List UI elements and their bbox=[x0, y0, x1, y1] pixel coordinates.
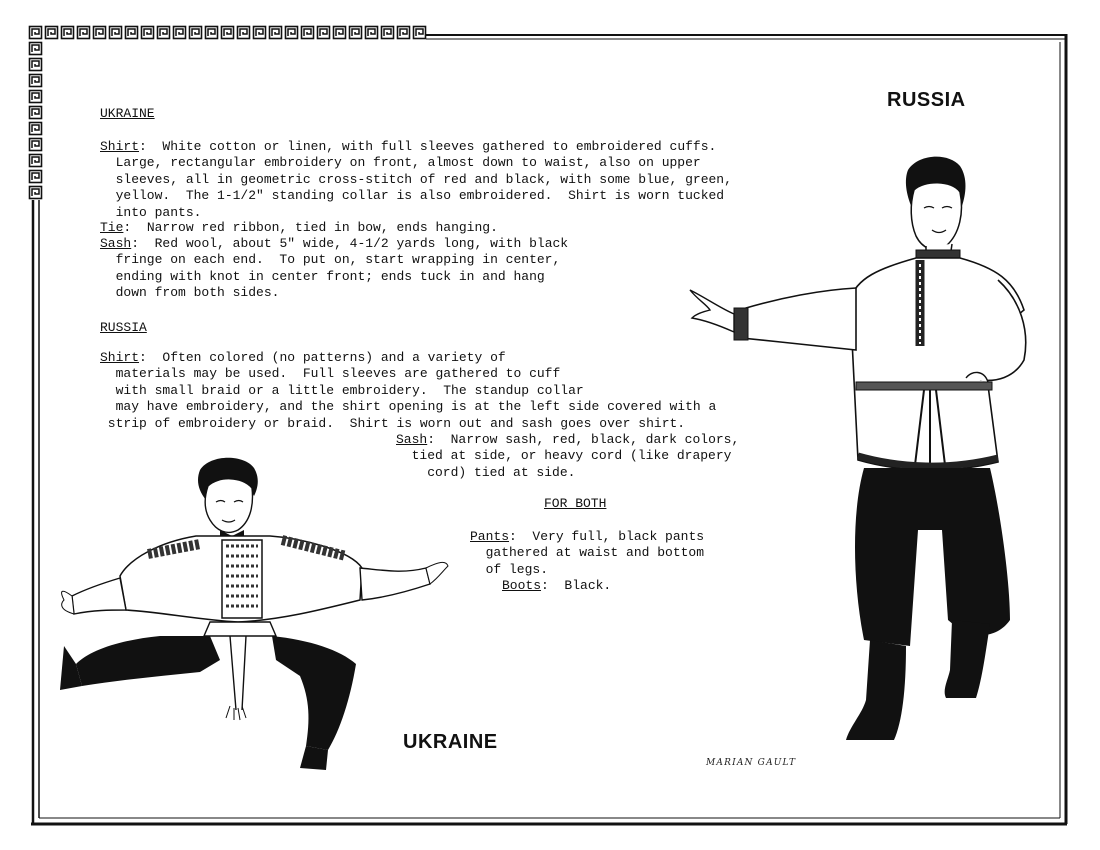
russia-shirt-rest: materials may be used. Full sleeves are gathered to cuff with small braid or a little embroidery. The standup collar may have embroidery, and the shirt opening is at the left side covered with a strip of embroidery or braid. Shirt is worn out and sash goes over shirt. bbox=[107, 366, 717, 431]
both-boots-first-line: Black. bbox=[548, 578, 612, 593]
ukrainian-dancer-illustration bbox=[60, 450, 450, 770]
russia-shirt-first-line: Often colored (no patterns) and a variety of bbox=[146, 350, 506, 365]
russia-sash-paragraph: Sash: Narrow sash, red, black, dark colors, tied at side, or heavy cord (like drapery cord) tied at side. bbox=[396, 432, 740, 480]
ukraine-sash-term: Sash bbox=[100, 236, 132, 251]
russia-sash-term: Sash bbox=[396, 432, 428, 447]
ukraine-shirt-paragraph: Shirt: White cotton or linen, with full sleeves gathered to embroidered cuffs. Large, rectangular embroidery on front, almost down to waist, also on upper sleeves, all in geometric cross-stitch of red and black, with some blue, green, yellow. The 1-1/2" standing collar is also embroidered. Shirt is worn tucked into pants. bbox=[100, 139, 732, 220]
artist-signature: MARIAN GAULT bbox=[706, 758, 797, 768]
ukraine-heading: UKRAINE bbox=[100, 106, 155, 121]
both-pants-paragraph: Pants: Very full, black pants gathered at waist and bottom of legs. bbox=[470, 529, 705, 577]
ukraine-shirt-term: Shirt bbox=[100, 139, 140, 154]
both-pants-first-line: Very full, black pants bbox=[516, 529, 705, 544]
ukraine-tie-paragraph: Tie: Narrow red ribbon, tied in bow, ends hanging. bbox=[100, 220, 498, 235]
russia-shirt-paragraph: Shirt: Often colored (no patterns) and a variety of materials may be used. Full sleeves are gathered to cuff with small braid or a little embroidery. The standup collar may have embroidery, and the shirt opening is at the left side covered with a strip of embroidery or braid. Shirt is worn out and sash goes over shirt. bbox=[100, 350, 717, 431]
ukraine-figure-label: UKRAINE bbox=[403, 731, 498, 753]
russia-sash-first-line: Narrow sash, red, black, dark colors, bbox=[435, 432, 740, 447]
both-pants-term: Pants bbox=[470, 529, 510, 544]
both-boots-term: Boots bbox=[502, 578, 542, 593]
ukraine-sash-paragraph: Sash: Red wool, about 5" wide, 4-1/2 yards long, with black fringe on each end. To put on, start wrapping in center, ending with knot in center front; ends tuck in and hang down from both sides. bbox=[100, 236, 569, 301]
russia-figure-label: RUSSIA bbox=[887, 89, 966, 111]
both-boots-paragraph: Boots: Black. bbox=[502, 578, 612, 593]
ukraine-sash-first-line: Red wool, about 5" wide, 4-1/2 yards long, with black bbox=[139, 236, 569, 251]
ukraine-tie-first-line: Narrow red ribbon, tied in bow, ends hanging. bbox=[131, 220, 498, 235]
russia-heading: RUSSIA bbox=[100, 320, 147, 335]
ukraine-shirt-rest: Large, rectangular embroidery on front, almost down to waist, also on upper sleeves, all in geometric cross-stitch of red and black, with some blue, green, yellow. The 1-1/2" standing collar is also embroidered. Shirt is worn tucked into pants. bbox=[115, 155, 732, 220]
russia-sash-rest: tied at side, or heavy cord (like drapery cord) tied at side. bbox=[411, 448, 732, 480]
ukraine-tie-term: Tie bbox=[100, 220, 124, 235]
both-pants-rest: gathered at waist and bottom of legs. bbox=[485, 545, 705, 577]
russia-shirt-term: Shirt bbox=[100, 350, 140, 365]
for-both-heading: FOR BOTH bbox=[544, 496, 607, 511]
ukraine-shirt-first-line: White cotton or linen, with full sleeves gathered to embroidered cuffs. bbox=[146, 139, 717, 154]
ukraine-sash-rest: fringe on each end. To put on, start wrapping in center, ending with knot in center front; ends tuck in and hang down from both sides. bbox=[115, 252, 561, 301]
